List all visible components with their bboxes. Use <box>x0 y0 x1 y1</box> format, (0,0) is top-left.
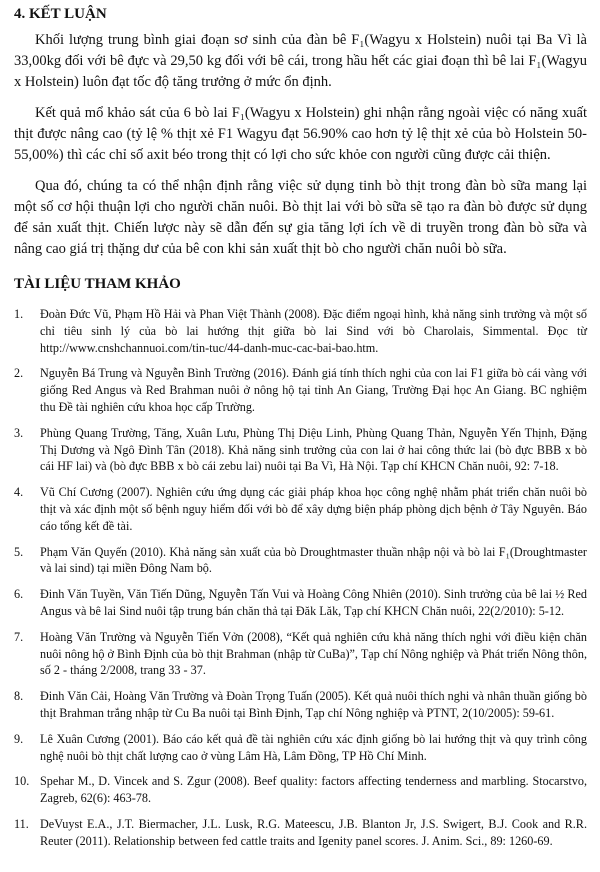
reference-text: Đinh Văn Tuyền, Văn Tiến Dũng, Nguyễn Tấn Vui và Hoàng Công Nhiên (2010). Sinh trưởng của bê lai ½ Red Angus và bê lai Sind nuôi tập trung bán chăn thả tại Đăk Lăk, Tạp chí KHCN Chăn nuôi, 22(2/2010): 5-12. <box>40 587 587 618</box>
paper-page <box>14 4 587 859</box>
reference-item <box>14 425 587 475</box>
reference-number: 3. <box>14 425 24 440</box>
reference-text: Phùng Quang Trường, Tăng, Xuân Lưu, Phùng Thị Diệu Linh, Phùng Quang Thản, Nguyễn Yến Thịnh, Đặng Thị Dương và Ngô Đình Tân (2018). Khả năng sinh trưởng của con lai ở hai công thức lai (bò đực BBB x bò cái HF lai) và (bò đực BBB x bò cái zebu lai) nuôi tại Ba Vì, Hà Nội. Tạp chí KHCN Chăn nuôi, 92: 7-18. <box>40 425 587 474</box>
reference-text: Hoàng Văn Trường và Nguyễn Tiến Vởn (2008), “Kết quả nghiên cứu khả năng thích nghi với điều kiện chăn nuôi nông hộ ở Bình Định của bò thịt Brahman (nhập từ CuBa)”, Tạp chí Nông nghiệp và Phát triển Nông thôn, số 2 - tháng 2/2008, trang 33 - 37. <box>40 629 587 678</box>
reference-number: 9. <box>14 731 24 746</box>
reference-item <box>14 544 587 578</box>
reference-number: 1. <box>14 307 24 321</box>
reference-item <box>14 586 587 620</box>
reference-item <box>14 306 587 356</box>
reference-number: 7. <box>14 629 24 644</box>
reference-number: 10. <box>14 774 30 789</box>
reference-text: Lê Xuân Cương (2001). Báo cáo kết quả đề tài nghiên cứu xác định giống bò lai hướng thịt và quy trình công nghệ nuôi bò thịt chất lượng cao ở vùng Lâm Hà, Lâm Đồng, TP Hồ Chí Minh. <box>40 731 587 763</box>
reference-text: Đinh Văn Cải, Hoàng Văn Trường và Đoàn Trọng Tuấn (2005). Kết quả nuôi thích nghi và nhân thuần giống bò thịt Brahman trắng nhập từ Cu Ba nuôi tại Bình Định, Tạp chí Nông nghiệp và PTNT, 2(10/2005): 59-61. <box>40 689 587 720</box>
reference-item <box>14 731 587 765</box>
reference-item <box>14 688 587 722</box>
reference-text: Nguyễn Bá Trung và Nguyễn Bình Trường (2016). Đánh giá tính thích nghi của con lai F1 giữa bò cái vàng với giống Red Angus và Red Brahman nuôi ở nông hộ tại tỉnh An Giang, Trường Đại học An Giang. BC nghiệm thu Đề tài nghiên cứu khoa học cấp Trường. <box>40 366 587 414</box>
reference-number: 4. <box>14 485 24 500</box>
conclusion-paragraph: Qua đó, chúng ta có thể nhận định rằng việc sử dụng tinh bò thịt trong đàn bò sữa mang lại một số cơ hội thuận lợi cho người chăn nuôi. Bò thịt lai với bò sữa sẽ tạo ra đàn bò được sử dụng để sản xuất thịt. Chiến lược này sẽ dẫn đến sự gia tăng lợi ích về di truyền trong đàn bò sữa và nâng cao giá trị thặng dư của bê con khi sản xuất thịt bò cho người chăn nuôi bò sữa. <box>14 178 587 257</box>
conclusion-heading: 4. KẾT LUẬN <box>14 6 107 22</box>
reference-number: 6. <box>14 587 24 602</box>
reference-number: 2. <box>14 366 24 381</box>
reference-list <box>14 306 587 850</box>
reference-text: Spehar M., D. Vincek and S. Zgur (2008). Beef quality: factors affecting tenderness and marbling. Stocarstvo, Zagreb, 62(6): 463-78. <box>40 774 587 806</box>
reference-number: 8. <box>14 689 24 704</box>
reference-text: Đoàn Đức Vũ, Phạm Hồ Hải và Phan Việt Thành (2008). Đặc điểm ngoại hình, khả năng sinh trưởng và một số chỉ tiêu sinh lý của bò lai hướng thịt giữa bò lai Sind với bò Charolais, Simmental. Đọc từ http://www.cnshchannuoi.com/tin-tuc/44-danh-muc-cac-bai-bao.htm. <box>40 307 587 355</box>
reference-item <box>14 365 587 415</box>
reference-text: Vũ Chí Cương (2007). Nghiên cứu ứng dụng các giải pháp khoa học công nghệ nhằm phát triển chăn nuôi bò thịt và xác định một số bệnh nguy hiểm đối với bò để xây dựng biện pháp phòng dịch bệnh ở Tây Nguyên. Báo cáo tổng kết đề tài. <box>40 485 587 533</box>
reference-item <box>14 484 587 534</box>
reference-number: 5. <box>14 544 24 559</box>
conclusion-paragraph: Kết quả mổ khảo sát của 6 bò lai F₁(Wagyu x Holstein) ghi nhận rằng ngoài việc có năng xuất thịt được nâng cao (tỷ lệ % thịt xẻ F1 Wagyu đạt 56.90% cao hơn tỷ lệ thịt xẻ của bò Holstein 50-55,00%) thì các chỉ số axit béo trong thịt có lợi cho sức khỏe con người cũng được cải thiện. <box>14 105 587 163</box>
conclusion-paragraph: Khối lượng trung bình giai đoạn sơ sinh của đàn bê F₁(Wagyu x Holstein) nuôi tại Ba Vì là 33,00kg đối với bê đực và 29,50 kg đối với bê cái, trong hầu hết các giai đoạn thì bê lai F₁(Wagyu x Holstein) luôn đạt tốc độ tăng trưởng ở mức ổn định. <box>14 32 587 90</box>
references-heading: TÀI LIỆU THAM KHẢO <box>14 276 181 292</box>
reference-item <box>14 816 587 850</box>
reference-number: 11. <box>14 816 29 831</box>
reference-text: DeVuyst E.A., J.T. Biermacher, J.L. Lusk, R.G. Mateescu, J.B. Blanton Jr, J.S. Swigert, B.J. Cook and R.R. Reuter (2011). Relationship between fed cattle traits and Igenity panel scores. J. Anim. Sci., 89: 1260-69. <box>40 816 587 848</box>
reference-text: Phạm Văn Quyến (2010). Khả năng sản xuất của bò Droughtmaster thuần nhập nội và bò lai F₁(Droughtmaster và lai sind) tại miền Đông Nam bộ. <box>40 544 587 576</box>
reference-item <box>14 629 587 679</box>
reference-item <box>14 773 587 807</box>
